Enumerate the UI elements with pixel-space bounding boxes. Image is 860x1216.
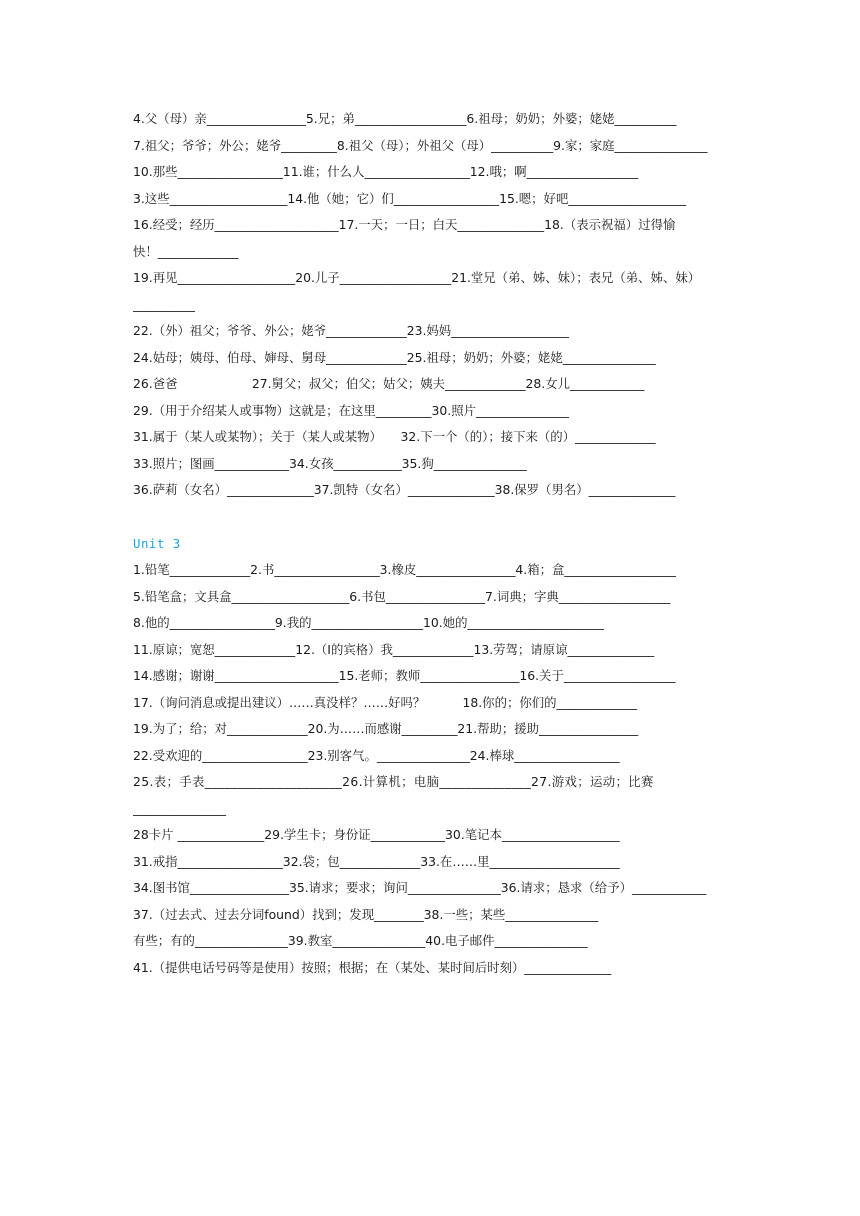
vocab-line: 34.图书馆________________35.请求；要求；询问_______________36.请求；恳求（给予）____________ <box>133 880 707 895</box>
worksheet-page <box>133 106 765 981</box>
vocab-line: 8.他的_________________9.我的__________________10.她的______________________ <box>133 615 604 630</box>
vocab-line: 37.（过去式、过去分词found）找到；发现________38.一些；某些_______________ <box>133 906 599 922</box>
vocab-line: 31.属于（某人或某物）；关于（某人或某物） 32.下一个（的）；接下来（的）_____________ <box>133 429 656 444</box>
vocab-line: 26.爸爸 27.舅父；叔父；伯父；姑父；姨夫_____________28.女儿____________ <box>133 376 645 391</box>
vocab-line: 7.祖父；爷爷；外公；姥爷_________8.祖父（母）；外祖父（母）__________9.家；家庭_______________ <box>133 137 708 153</box>
vocab-line: 19.为了；给；对_____________20.为……而感谢_________21.帮助；援助________________ <box>133 721 639 736</box>
vocab-line: 1.铅笔_____________2.书_________________3.橡皮________________4.箱；盒__________________ <box>133 562 676 577</box>
vocab-line: 快！_____________ <box>133 243 239 259</box>
vocab-line: __________ <box>133 296 195 312</box>
section-spacer <box>133 504 765 531</box>
vocab-line: _______________ <box>133 800 226 816</box>
vocab-section-unit3 <box>133 531 765 982</box>
vocab-line: 22.受欢迎的_________________23.别客气。_______________24.棒球_________________ <box>133 747 620 763</box>
vocab-line: 有些；有的_______________39.教室_______________40.电子邮件_______________ <box>133 933 588 948</box>
vocab-line: 5.铅笔盒；文具盒___________________6.书包________________7.词典；字典__________________ <box>133 588 671 604</box>
vocab-line: 28卡片 ______________29.学生卡；身份证____________30.笔记本___________________ <box>133 827 620 842</box>
vocab-line: 16.经受；经历____________________17.一天；一日；白天______________18.（表示祝福）过得愉 <box>133 217 676 232</box>
vocab-line: 17.（询问消息或提出建议）……真没样？……好吗？ 18.你的；你们的_____________ <box>133 694 638 710</box>
vocab-line: 19.再见___________________20.儿子__________________21.堂兄（弟、姊、妹）；表兄（弟、姊、妹） <box>133 270 701 285</box>
unit-heading: Unit 3 <box>133 535 181 551</box>
vocab-line: 29.（用于介绍某人或事物）这就是；在这里_________30.照片_______________ <box>133 402 569 418</box>
vocab-section-unit2 <box>133 106 765 504</box>
vocab-line: 14.感谢；谢谢____________________15.老师；教师________________16.关于__________________ <box>133 668 676 683</box>
vocab-line: 11.原谅；宽恕_____________12.（I的宾格）我_____________13.劳驾；请原谅______________ <box>133 641 655 657</box>
vocab-line: 41.（提供电话号码等是使用）按照；根据；在（某处、某时间后时刻）______________ <box>133 959 612 975</box>
vocab-line: 24.姑母；姨母、伯母、婶母、舅母_____________25.祖母；奶奶；外婆；姥姥_______________ <box>133 349 656 365</box>
vocab-line: 33.照片；图画____________34.女孩___________35.狗_______________ <box>133 455 527 471</box>
vocab-line: 4.父（母）亲________________5.兄；弟__________________6.祖母；奶奶；外婆；姥姥__________ <box>133 111 677 126</box>
vocab-line: 36.萨莉（女名）______________37.凯特（女名）______________38.保罗（男名）______________ <box>133 482 676 497</box>
vocab-line: 22.（外）祖父；爷爷、外公；姥爷_____________23.妈妈___________________ <box>133 323 569 338</box>
vocab-line: 31.戒指_________________32.袋；包_____________33.在……里_____________________ <box>133 853 620 869</box>
vocab-line: 3.这些___________________14.他（她；它）们_________________15.嗯；好吧___________________ <box>133 190 687 206</box>
vocab-line: 10.那些_________________11.谁；什么人_________________12.哦；啊__________________ <box>133 164 639 179</box>
vocab-line: 25.表；手表_____________________26.计算机；电脑______________27.游戏；运动；比赛 <box>133 774 654 789</box>
